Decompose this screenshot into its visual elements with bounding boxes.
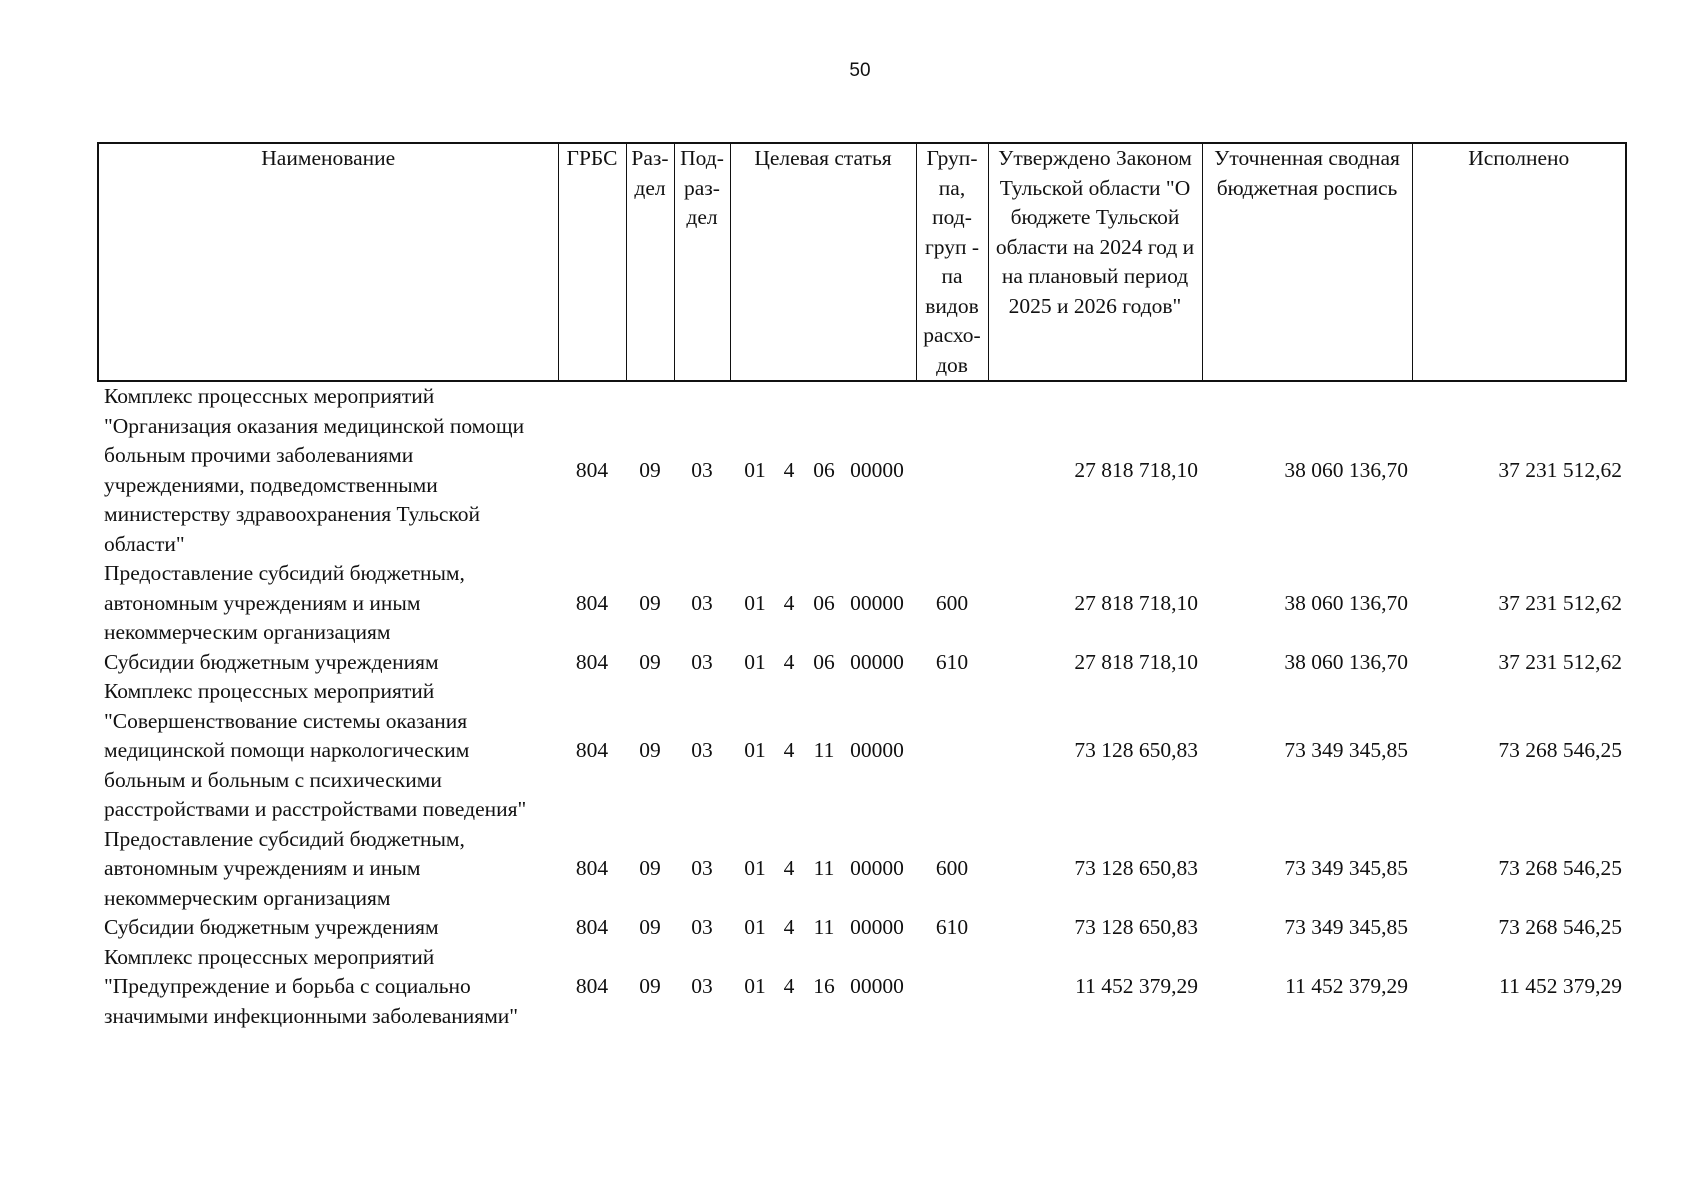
row-razdel: 09 — [639, 738, 661, 762]
row-razdel: 09 — [639, 974, 661, 998]
row-name: Предоставление субсидий бюджетным, автономным учреждениям и иным некоммерческим организациям — [104, 561, 465, 644]
row-razdel: 09 — [639, 649, 661, 674]
row-ispolneno: 73 268 546,25 — [1498, 856, 1622, 880]
header-podrazdel: Под-раз-дел — [674, 143, 730, 381]
row-utverzhdeno: 73 128 650,83 — [1074, 856, 1198, 880]
table-row — [98, 913, 1626, 943]
row-utochnennaya: 73 349 345,85 — [1284, 738, 1408, 762]
row-vid-rashodov: 610 — [935, 649, 969, 674]
row-razdel: 09 — [639, 457, 661, 482]
row-razdel: 09 — [639, 856, 661, 880]
row-grbs: 804 — [575, 856, 609, 880]
row-ispolneno: 37 231 512,62 — [1498, 457, 1622, 482]
table-header-row — [98, 143, 1626, 381]
row-ispolneno: 73 268 546,25 — [1498, 915, 1622, 939]
row-razdel: 09 — [639, 915, 661, 939]
table-row — [98, 825, 1626, 914]
row-vid-rashodov: 600 — [935, 590, 969, 615]
row-podrazdel: 03 — [691, 856, 713, 880]
row-grbs: 804 — [575, 649, 609, 674]
row-vid-rashodov: 610 — [935, 915, 969, 939]
row-utverzhdeno: 27 818 718,10 — [1074, 649, 1198, 674]
row-utochnennaya: 11 452 379,29 — [1285, 974, 1408, 998]
cel-part-complex: 11 — [813, 738, 835, 762]
row-podrazdel: 03 — [691, 457, 713, 482]
row-celevaya-statya — [730, 913, 916, 943]
cel-part-program: 01 — [744, 915, 766, 939]
row-ispolneno: 73 268 546,25 — [1498, 738, 1622, 762]
budget-table — [97, 142, 1627, 1031]
row-ispolneno: 37 231 512,62 — [1498, 649, 1622, 674]
row-utverzhdeno: 73 128 650,83 — [1074, 738, 1198, 762]
cel-part-direction: 00000 — [850, 738, 904, 762]
table-row — [98, 677, 1626, 825]
table-row — [98, 559, 1626, 648]
cel-part-direction: 00000 — [850, 590, 904, 615]
row-utochnennaya: 73 349 345,85 — [1284, 856, 1408, 880]
header-gruppa-vidov-rashodov: Груп-па, под-груп - па видов расхо-дов — [916, 143, 988, 381]
cel-part-program: 01 — [744, 856, 766, 880]
row-celevaya-statya — [730, 381, 916, 559]
cel-part-program: 01 — [744, 457, 766, 482]
header-utochnennaya-rospis: Уточненная сводная бюджетная роспись — [1202, 143, 1412, 381]
row-vid-rashodov — [916, 381, 988, 559]
row-grbs: 804 — [575, 915, 609, 939]
cel-part-complex: 06 — [813, 457, 835, 482]
row-grbs: 804 — [575, 974, 609, 998]
row-razdel: 09 — [639, 590, 661, 615]
row-grbs: 804 — [575, 590, 609, 615]
cel-part-complex: 11 — [813, 856, 835, 880]
row-podrazdel: 03 — [691, 649, 713, 674]
row-celevaya-statya — [730, 648, 916, 678]
cel-part-direction: 00000 — [850, 974, 904, 998]
row-name: Комплекс процессных мероприятий "Совершенствование системы оказания медицинской помощи наркологическим больным и больным с психическими расстройствами и расстройствами поведения" — [104, 679, 527, 821]
cel-part-direction: 00000 — [850, 856, 904, 880]
row-vid-rashodov: 600 — [935, 856, 969, 880]
cel-part-complex: 16 — [813, 974, 835, 998]
row-podrazdel: 03 — [691, 590, 713, 615]
cel-part-type: 4 — [783, 856, 795, 880]
row-podrazdel: 03 — [691, 974, 713, 998]
header-grbs: ГРБС — [558, 143, 626, 381]
row-name: Комплекс процессных мероприятий "Предупреждение и борьба с социально значимыми инфекционными заболеваниями" — [104, 944, 519, 1028]
row-utverzhdeno: 11 452 379,29 — [1075, 974, 1198, 998]
row-name: Предоставление субсидий бюджетным, автономным учреждениям и иным некоммерческим организациям — [104, 826, 465, 910]
header-name: Наименование — [98, 143, 558, 381]
cel-part-type: 4 — [783, 649, 795, 674]
row-utverzhdeno: 73 128 650,83 — [1074, 915, 1198, 939]
cel-part-type: 4 — [783, 915, 795, 939]
row-name: Субсидии бюджетным учреждениям — [104, 915, 439, 939]
row-grbs: 804 — [575, 457, 609, 482]
row-podrazdel: 03 — [691, 915, 713, 939]
cel-part-complex: 11 — [813, 915, 835, 939]
row-ispolneno: 37 231 512,62 — [1498, 590, 1622, 615]
row-utochnennaya: 38 060 136,70 — [1284, 590, 1408, 615]
cel-part-program: 01 — [744, 974, 766, 998]
cel-part-complex: 06 — [813, 590, 835, 615]
row-podrazdel: 03 — [691, 738, 713, 762]
row-grbs: 804 — [575, 738, 609, 762]
row-utochnennaya: 73 349 345,85 — [1284, 915, 1408, 939]
row-utochnennaya: 38 060 136,70 — [1284, 649, 1408, 674]
row-celevaya-statya — [730, 559, 916, 648]
row-ispolneno: 11 452 379,29 — [1499, 974, 1622, 998]
cel-part-type: 4 — [783, 590, 795, 615]
cel-part-direction: 00000 — [850, 649, 904, 674]
cel-part-direction: 00000 — [850, 457, 904, 482]
row-utverzhdeno: 27 818 718,10 — [1074, 590, 1198, 615]
row-celevaya-statya — [730, 825, 916, 914]
header-celevaya-statya: Целевая статья — [730, 143, 916, 381]
row-name: Комплекс процессных мероприятий "Организация оказания медицинской помощи больным прочими заболеваниями учреждениями, подведомственными министерству здравоохранения Тульской области" — [104, 384, 525, 556]
cel-part-complex: 06 — [813, 649, 835, 674]
row-vid-rashodov — [916, 677, 988, 825]
header-ispolneno: Исполнено — [1412, 143, 1626, 381]
header-utverzhdeno: Утверждено Законом Тульской области "О бюджете Тульской области на 2024 год и на плановый период 2025 и 2026 годов" — [988, 143, 1202, 381]
cel-part-type: 4 — [783, 974, 795, 998]
cel-part-type: 4 — [783, 457, 795, 482]
row-name: Субсидии бюджетным учреждениям — [104, 649, 439, 674]
table-row — [98, 943, 1626, 1032]
cel-part-program: 01 — [744, 649, 766, 674]
table-row — [98, 381, 1626, 559]
row-vid-rashodov — [916, 943, 988, 1032]
table-body — [98, 381, 1626, 1031]
header-razdel: Раз-дел — [626, 143, 674, 381]
cel-part-direction: 00000 — [850, 915, 904, 939]
cel-part-program: 01 — [744, 738, 766, 762]
page-number: 50 — [849, 60, 871, 81]
row-utverzhdeno: 27 818 718,10 — [1074, 457, 1198, 482]
cel-part-program: 01 — [744, 590, 766, 615]
table-row — [98, 648, 1626, 678]
row-utochnennaya: 38 060 136,70 — [1284, 457, 1408, 482]
cel-part-type: 4 — [783, 738, 795, 762]
row-celevaya-statya — [730, 677, 916, 825]
row-celevaya-statya — [730, 943, 916, 1032]
